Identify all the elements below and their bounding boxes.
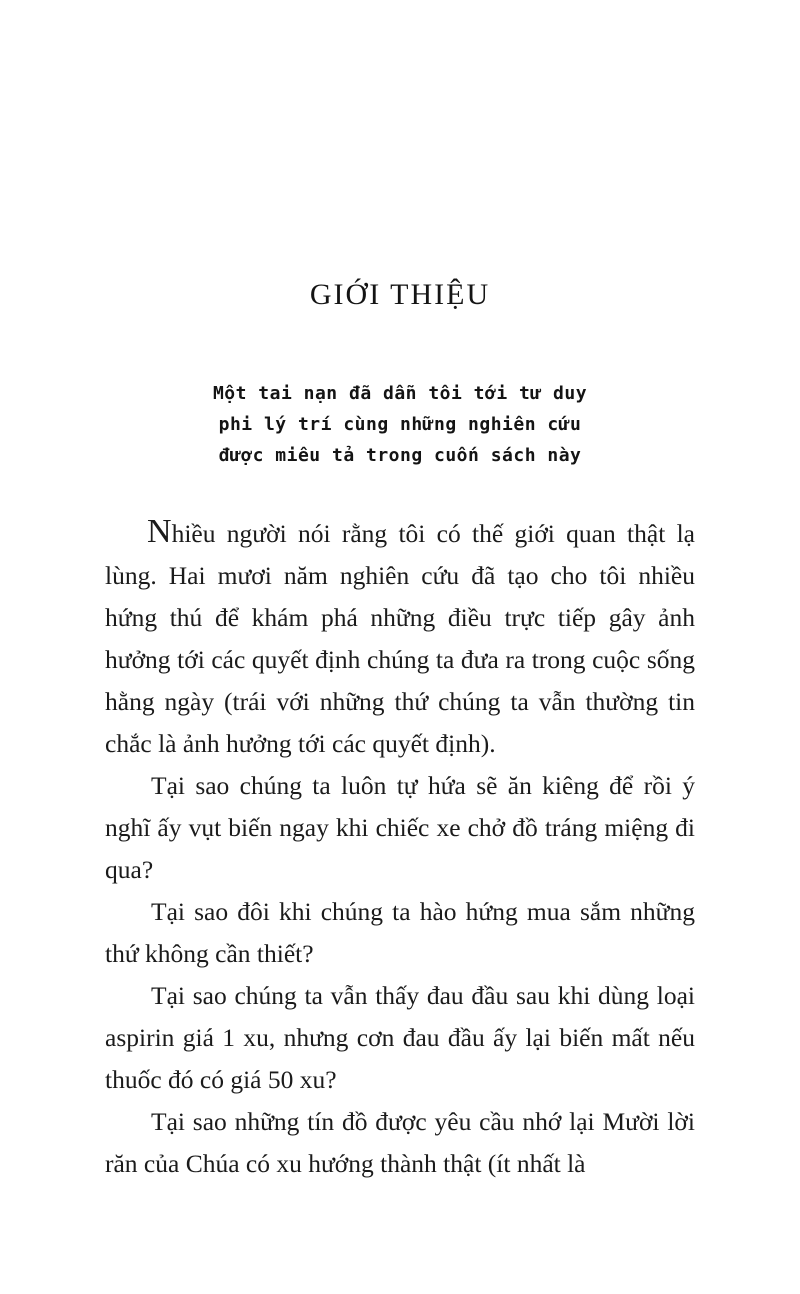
body-text [105, 471, 695, 1185]
chapter-subtitle [105, 312, 695, 471]
paragraph-text: hiều người nói rằng tôi có thế giới quan thật lạ lùng. Hai mươi năm nghiên cứu đã tạo cho tôi nhiều hứng thú để khám phá những điều trực tiếp gây ảnh hưởng tới các quyết định chúng ta đưa ra trong cuộc sống hằng ngày (trái với những thứ chúng ta vẫn thường tin chắc là ảnh hưởng tới các quyết định). [105, 519, 695, 758]
paragraph-text: Tại sao chúng ta vẫn thấy đau đầu sau khi dùng loại aspirin giá 1 xu, nhưng cơn đau đầu ấy lại biến mất nếu thuốc đó có giá 50 xu? [105, 981, 695, 1094]
drop-cap: N [147, 513, 172, 550]
paragraph [105, 891, 695, 975]
page-title: GIỚI THIỆU [309, 278, 491, 311]
paragraph-text: Tại sao những tín đồ được yêu cầu nhớ lại Mười lời răn của Chúa có xu hướng thành thật (ít nhất là [105, 1107, 695, 1178]
subtitle-line-3: được miêu tả trong cuốn sách này [218, 445, 582, 466]
paragraph-text: Tại sao đôi khi chúng ta hào hứng mua sắm những thứ không cần thiết? [105, 897, 695, 968]
paragraph [105, 765, 695, 891]
paragraph [105, 975, 695, 1101]
subtitle-line-1: Một tai nạn đã dẫn tôi tới tư duy [212, 383, 588, 404]
paragraph-text: Tại sao chúng ta luôn tự hứa sẽ ăn kiêng để rồi ý nghĩ ấy vụt biến ngay khi chiếc xe chở đồ tráng miệng đi qua? [105, 771, 695, 884]
paragraph [105, 513, 695, 765]
subtitle-line-2: phi lý trí cùng những nghiên cứu [218, 414, 582, 435]
paragraph [105, 1101, 695, 1185]
